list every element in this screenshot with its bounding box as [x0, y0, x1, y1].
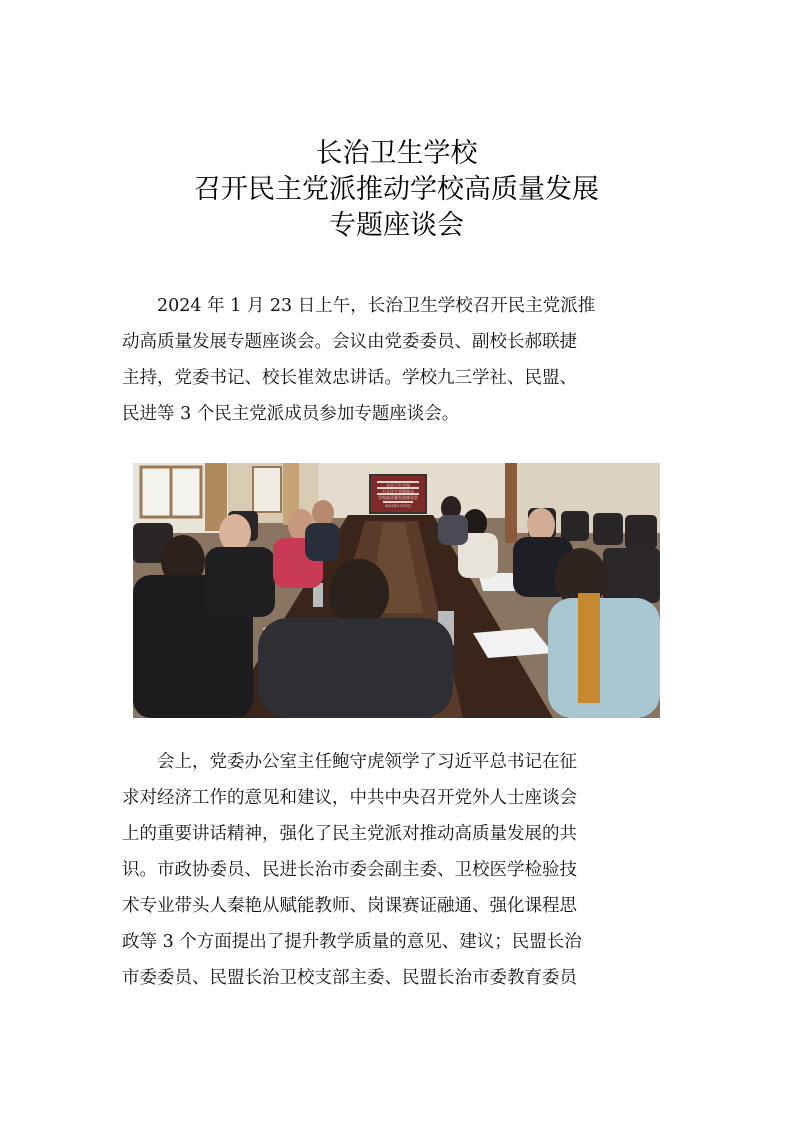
paragraph-line: 上的重要讲话精神，强化了民主党派对推动高质量发展的共	[122, 824, 577, 844]
paragraph-line: 市委委员、民盟长治卫校支部主委、民盟长治市委教育委员	[122, 968, 577, 988]
paragraph-line: 术专业带头人秦艳从赋能教师、岗课赛证融通、强化课程思	[122, 896, 577, 916]
banner-line: 2024年1月23日	[384, 504, 412, 508]
paragraph-line: 2024 年 1 月 23 日上午，长治卫生学校召开民主党派推	[122, 296, 596, 316]
paragraph-line: 民进等 3 个民主党派成员参加专题座谈会。	[122, 404, 460, 424]
banner-line: 长治卫生学校	[386, 483, 410, 488]
paragraph-meeting	[122, 744, 674, 996]
paragraph-line: 主持，党委书记、校长崔效忠讲话。学校九三学社、民盟、	[122, 368, 577, 388]
title-line-3: 专题座谈会	[329, 210, 464, 241]
paragraph-line: 政等 3 个方面提出了提升教学质量的意见、建议；民盟长治	[122, 932, 582, 952]
paragraph-intro	[122, 288, 674, 432]
paragraph-line: 识。市政协委员、民进长治市委会副主委、卫校医学检验技	[122, 860, 577, 880]
paragraph-line: 动高质量发展专题座谈会。会议由党委委员、副校长郝联捷	[122, 332, 577, 352]
meeting-photo	[133, 463, 660, 718]
paragraph-line: 求对经济工作的意见和建议，中共中央召开党外人士座谈会	[122, 788, 577, 808]
paragraph-line: 会上，党委办公室主任鲍守虎领学了习近平总书记在征	[122, 752, 577, 772]
title-line-2: 召开民主党派推动学校高质量发展	[194, 174, 599, 205]
title-line-1: 长治卫生学校	[315, 138, 478, 169]
banner-line: 学校高质量发展座谈会	[378, 495, 418, 500]
banner-line: 召开民主党派推动	[382, 489, 414, 494]
